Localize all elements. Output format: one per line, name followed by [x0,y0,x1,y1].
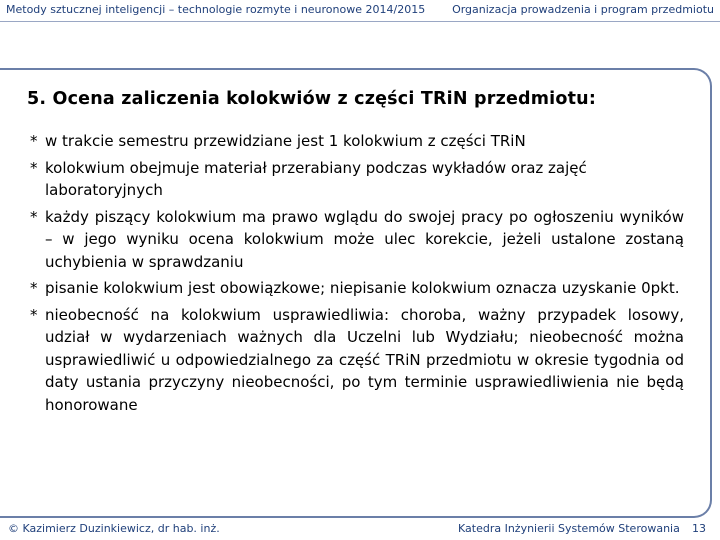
bullet-text: nieobecność na kolokwium usprawiedliwia: choroba, ważny przypadek losowy, udział w wydarzeniach ważnych dla Uczelni lub Wydziału; nieobecność można usprawiedliwić u odpowiedzialnego za część TRiN przedmiotu w okresie tygodnia od daty ustania przyczyny nieobecności, po tym terminie usprawiedliwienia nie będą honorowane [45,305,684,414]
bullet-item-3 [30,206,684,274]
bullet-symbol: * [30,132,38,150]
header-divider [0,21,720,22]
footer-author: © Kazimierz Duzinkiewicz, dr hab. inż. [8,522,220,535]
bullet-symbol: * [30,207,38,226]
bullet-list [30,130,684,420]
slide-title: 5. Ocena zaliczenia kolokwiów z części TRiN przedmiotu: [27,89,597,109]
bullet-symbol: * [30,158,38,177]
bullet-item-5 [30,304,684,417]
page-number: 13 [692,522,706,535]
bullet-text: kolokwium obejmuje materiał przerabiany podczas wykładów oraz zajęć laboratoryjnych [45,158,587,199]
bullet-text: w trakcie semestru przewidziane jest 1 kolokwium z części TRiN [45,132,526,150]
bullet-symbol: * [30,279,38,297]
footer-department: Katedra Inżynierii Systemów Sterowania [458,522,680,535]
bullet-item-2 [30,157,684,202]
header-section-title: Organizacja prowadzenia i program przedmiotu [452,3,714,16]
bullet-symbol: * [30,305,38,324]
bullet-item-4 [30,277,684,300]
bullet-item-1 [30,130,684,153]
bullet-text: każdy piszący kolokwium ma prawo wglądu do swojej pracy po ogłoszeniu wyników – w jego wyniku ocena kolokwium może ulec korekcie, jeżeli ustalone zostaną uchybienia w sprawdzaniu [45,207,684,271]
bullet-text: pisanie kolokwium jest obowiązkowe; niepisanie kolokwium oznacza uzyskanie 0pkt. [45,279,680,297]
header-course-title: Metody sztucznej inteligencji – technologie rozmyte i neuronowe 2014/2015 [6,3,426,16]
